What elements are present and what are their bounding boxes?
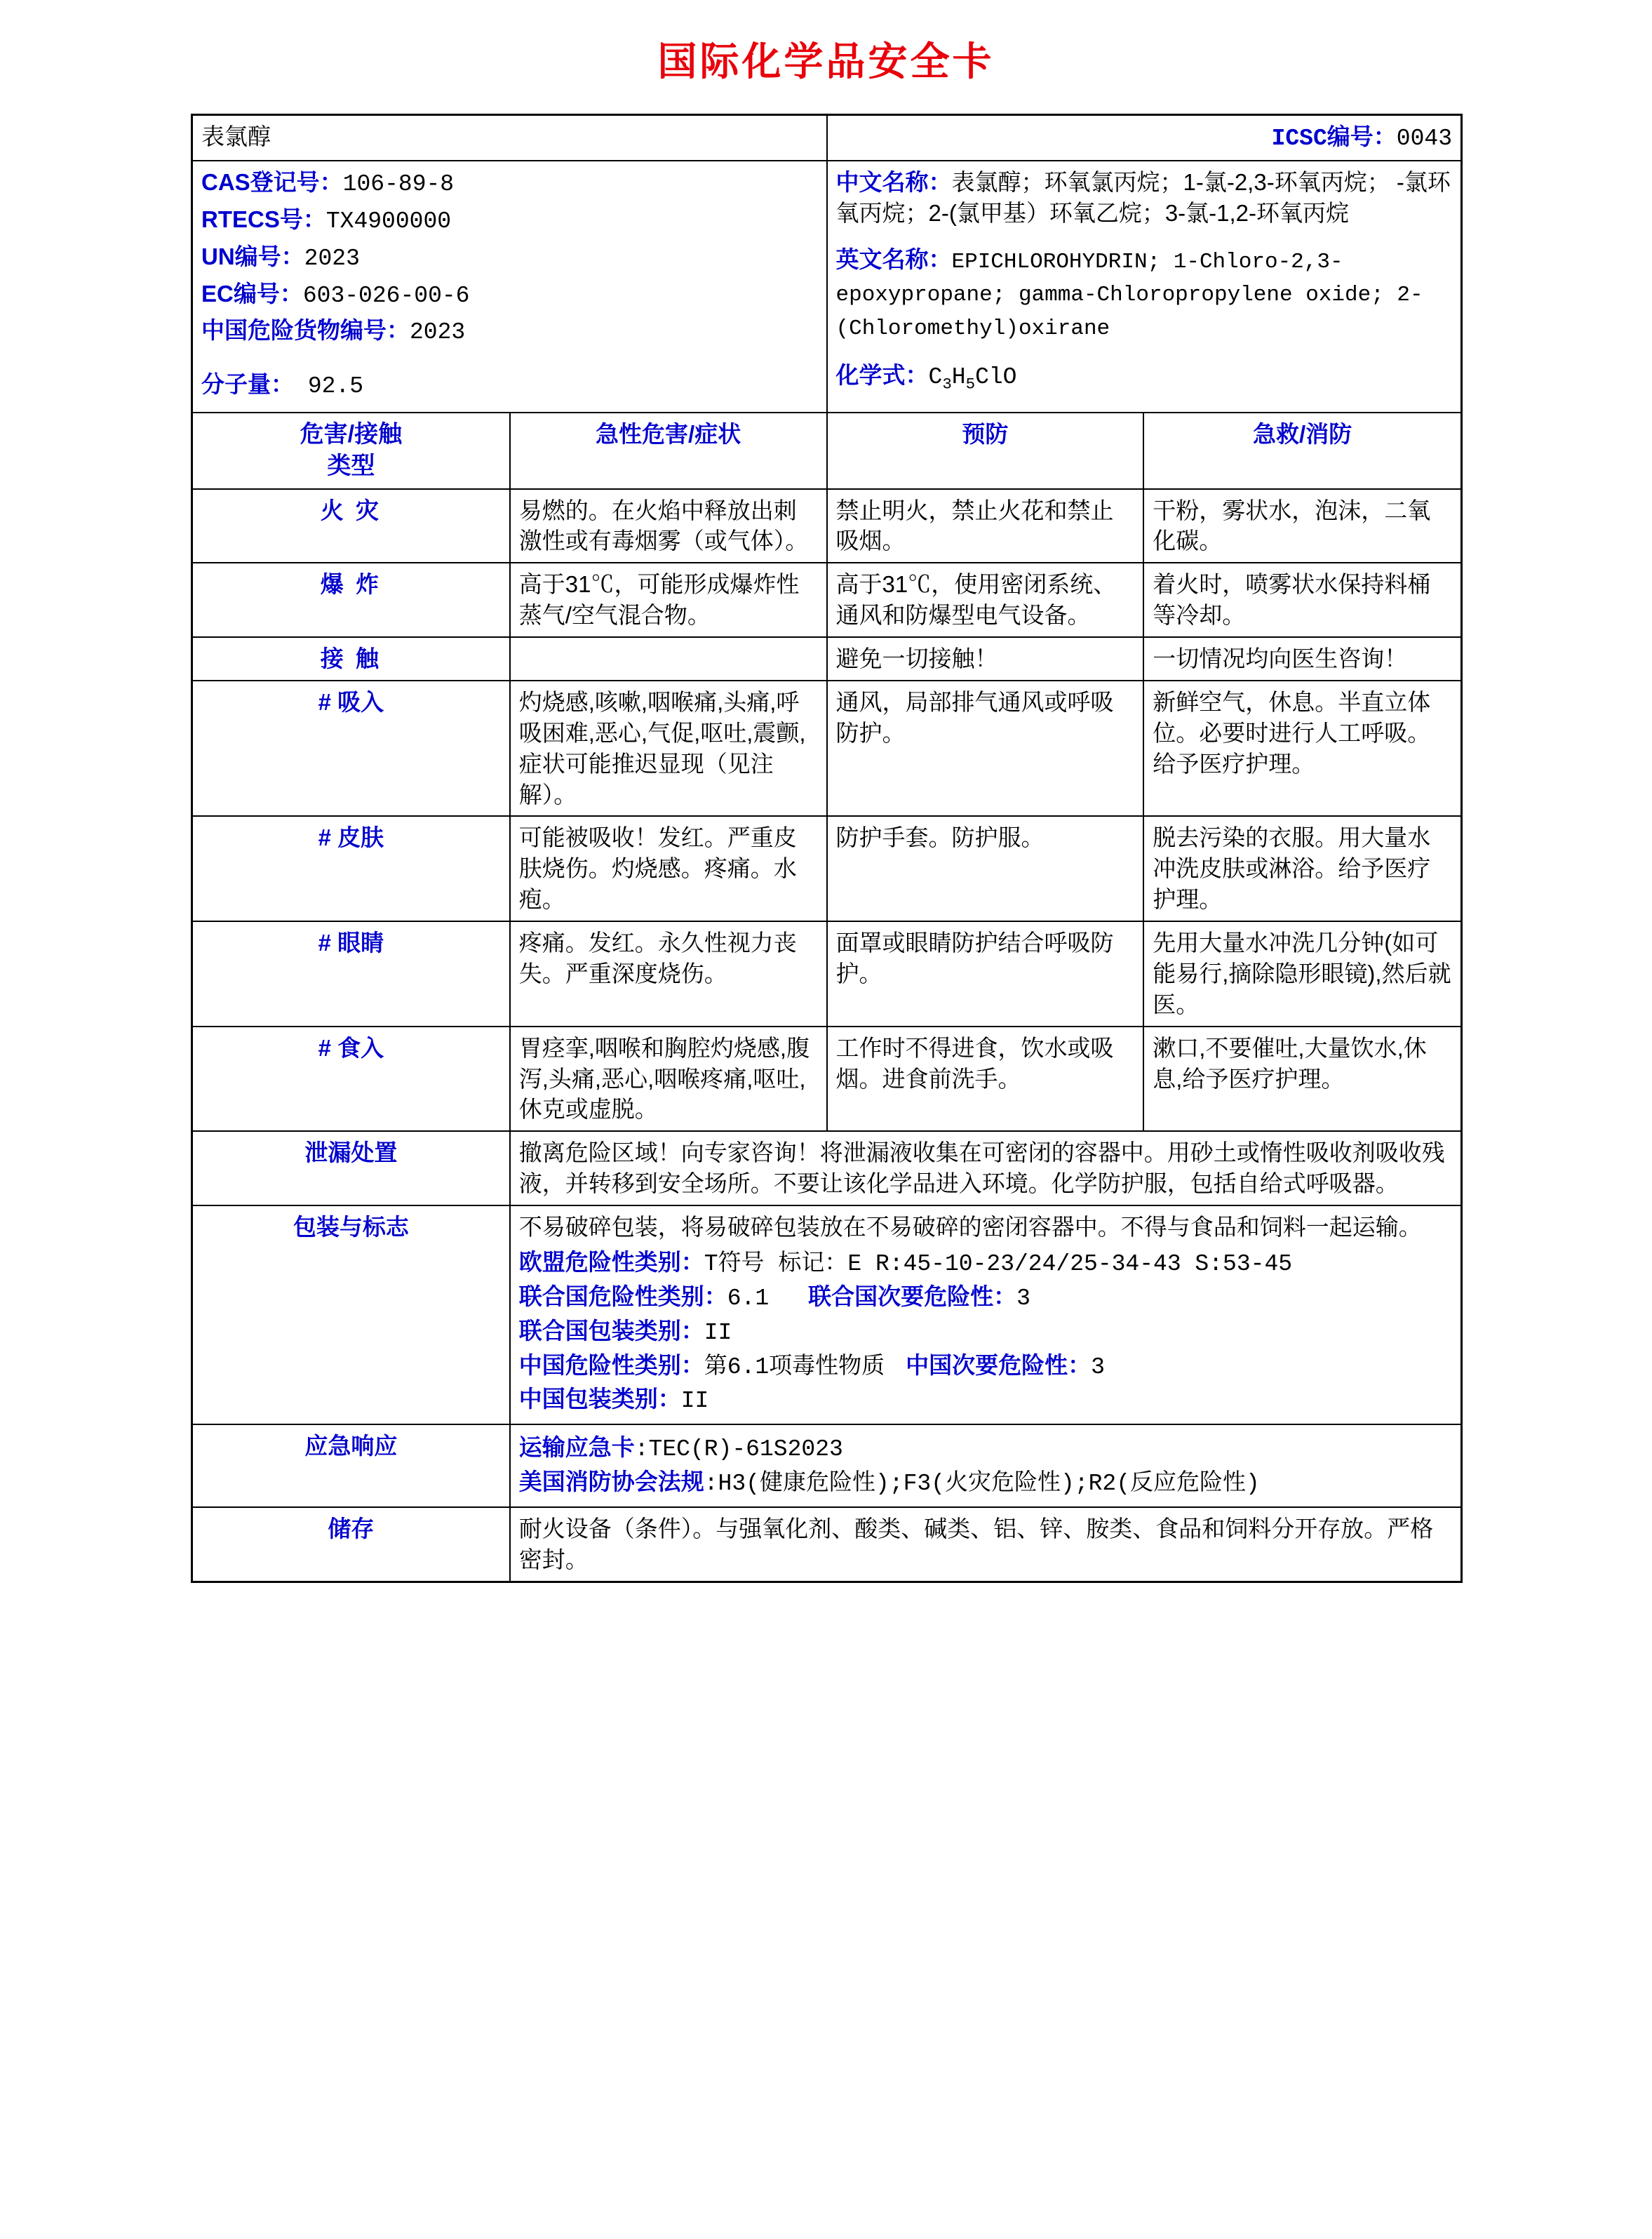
cell-skin-prevention: 防护手套。防护服。 bbox=[827, 816, 1144, 921]
identifier-cas bbox=[201, 167, 818, 200]
cell-fire-firstaid: 干粉，雾状水，泡沫，二氧化碳。 bbox=[1143, 489, 1460, 563]
cell-exposure-firstaid: 一切情况均向医生咨询！ bbox=[1143, 637, 1460, 681]
identifier-value: 2023 bbox=[410, 319, 466, 346]
identifier-value: 106-89-8 bbox=[342, 171, 455, 197]
english-names-label: 英文名称： bbox=[835, 246, 952, 272]
identifier-un bbox=[201, 241, 818, 274]
chinese-names bbox=[836, 167, 1453, 229]
molecular-weight bbox=[201, 369, 818, 402]
table-row bbox=[193, 563, 1460, 637]
cell-inhalation-prevention: 通风，局部排气通风或呼吸防护。 bbox=[827, 681, 1144, 817]
column-header-prevention: 预防 bbox=[827, 413, 1144, 488]
cell-ingestion-firstaid: 漱口,不要催吐,大量饮水,休息,给予医疗护理。 bbox=[1143, 1027, 1460, 1132]
table-row bbox=[193, 1131, 1460, 1205]
identifier-label: CAS登记号： bbox=[201, 168, 343, 195]
identifier-rtecs bbox=[201, 204, 818, 237]
page-title: 国际化学品安全卡 bbox=[657, 41, 995, 84]
card-header-row bbox=[193, 116, 1460, 161]
cell-spillage-text: 撤离危险区域！向专家咨询！将泄漏液收集在可密闭的容器中。用砂土或惰性吸收剂吸收残液，并转移到安全场所。不要让该化学品进入环境。化学防护服，包括自给式呼吸器。 bbox=[510, 1131, 1460, 1205]
safety-card-table bbox=[193, 116, 1460, 1581]
row-label-emergency-response: 应急响应 bbox=[193, 1424, 510, 1507]
table-row bbox=[193, 921, 1460, 1027]
cell-eyes-firstaid: 先用大量水冲洗几分钟(如可能易行,摘除隐形眼镜),然后就医。 bbox=[1143, 921, 1460, 1027]
cell-storage-text: 耐火设备（条件）。与强氧化剂、酸类、碱类、铝、锌、胺类、食品和饲料分开存放。严格密封。 bbox=[510, 1507, 1460, 1581]
cell-exposure-prevention: 避免一切接触！ bbox=[827, 637, 1144, 681]
packaging-china-group: 中国包装类别：II bbox=[518, 1386, 709, 1415]
packaging-un-group: 联合国包装类别：II bbox=[518, 1317, 732, 1346]
english-names bbox=[836, 244, 1453, 345]
packaging-china-class: 中国危险性类别：第6.1项毒性物质 中国次要危险性：3 bbox=[518, 1351, 1105, 1380]
identifier-value: 603-026-00-6 bbox=[302, 282, 470, 309]
cell-exposure-acute bbox=[510, 637, 827, 681]
chinese-names-value: 表氯醇；环氧氯丙烷；1-氯-2,3-环氧丙烷； -氯环氧丙烷；2-(氯甲基）环氧乙烷；3-氯-1,2-环氧丙烷 bbox=[835, 168, 1451, 226]
cell-explosion-firstaid: 着火时，喷雾状水保持料桶等冷却。 bbox=[1143, 563, 1460, 637]
identifier-ec bbox=[201, 279, 818, 312]
icsc-label: ICSC编号： bbox=[1271, 126, 1397, 152]
identifier-label: EC编号： bbox=[201, 280, 303, 307]
table-row bbox=[193, 1205, 1460, 1424]
cell-fire-acute: 易燃的。在火焰中释放出刺激性或有毒烟雾（或气体）。 bbox=[510, 489, 827, 563]
table-row bbox=[193, 637, 1460, 681]
icsc-page bbox=[0, 31, 1652, 1583]
row-label-explosion: 爆 炸 bbox=[193, 563, 510, 637]
row-label-exposure: 接 触 bbox=[193, 637, 510, 681]
cell-explosion-acute: 高于31℃，可能形成爆炸性蒸气/空气混合物。 bbox=[510, 563, 827, 637]
identifier-china-dangerous-goods bbox=[201, 315, 818, 348]
substance-name: 表氯醇 bbox=[193, 116, 827, 161]
row-label-spillage: 泄漏处置 bbox=[193, 1131, 510, 1205]
chemical-formula-label: 化学式： bbox=[835, 361, 929, 388]
table-row bbox=[193, 1507, 1460, 1581]
safety-card bbox=[191, 114, 1463, 1583]
cell-inhalation-acute: 灼烧感,咳嗽,咽喉痛,头痛,呼吸困难,恶心,气促,呕吐,震颤,症状可能推迟显现（见注解）。 bbox=[510, 681, 827, 817]
packaging-eu-class: 欧盟危险性类别：T符号 标记：E R:45-10-23/24/25-34-43 S:53-45 bbox=[518, 1248, 1293, 1277]
identifier-label: RTECS号： bbox=[201, 206, 326, 232]
table-row bbox=[193, 681, 1460, 817]
row-label-storage: 储存 bbox=[193, 1507, 510, 1581]
row-label-inhalation: # 吸入 bbox=[193, 681, 510, 817]
table-row bbox=[193, 816, 1460, 921]
cell-ingestion-prevention: 工作时不得进食，饮水或吸烟。进食前洗手。 bbox=[827, 1027, 1144, 1132]
icsc-number-cell bbox=[827, 116, 1461, 161]
packaging-intro: 不易破碎包装，将易破碎包装放在不易破碎的密闭容器中。不得与食品和饲料一起运输。 bbox=[518, 1214, 1422, 1241]
chinese-names-label: 中文名称： bbox=[835, 168, 952, 195]
row-label-skin: # 皮肤 bbox=[193, 816, 510, 921]
cell-ingestion-acute: 胃痉挛,咽喉和胸腔灼烧感,腹泻,头痛,恶心,咽喉疼痛,呕吐,休克或虚脱。 bbox=[510, 1027, 827, 1132]
table-row bbox=[193, 1027, 1460, 1132]
table-row bbox=[193, 489, 1460, 563]
english-names-value: EPICHLOROHYDRIN; 1-Chloro-2,3-epoxypropane; gamma-Chloropropylene oxide; 2-(Chloromethyl)oxirane bbox=[835, 249, 1423, 342]
column-header-row bbox=[193, 413, 1460, 488]
identifier-value: 2023 bbox=[304, 245, 360, 272]
names-block bbox=[827, 161, 1461, 413]
cell-eyes-acute: 疼痛。发红。永久性视力丧失。严重深度烧伤。 bbox=[510, 921, 827, 1027]
cell-emergency-response bbox=[510, 1424, 1460, 1507]
table-row bbox=[193, 1424, 1460, 1507]
icsc-number: 0043 bbox=[1396, 126, 1452, 152]
cell-skin-acute: 可能被吸收！发红。严重皮肤烧伤。灼烧感。疼痛。水疱。 bbox=[510, 816, 827, 921]
column-header-acute-hazard: 急性危害/症状 bbox=[510, 413, 827, 488]
row-label-fire: 火 灾 bbox=[193, 489, 510, 563]
packaging-un-class: 联合国危险性类别：6.1 联合国次要危险性：3 bbox=[518, 1283, 1030, 1311]
molecular-weight-value: 92.5 bbox=[307, 373, 364, 400]
molecular-weight-label: 分子量： bbox=[201, 371, 294, 398]
identifier-label: 中国危险货物编号： bbox=[201, 317, 410, 344]
row-label-eyes: # 眼睛 bbox=[193, 921, 510, 1027]
column-header-firstaid: 急救/消防 bbox=[1143, 413, 1460, 488]
cell-explosion-prevention: 高于31℃，使用密闭系统、通风和防爆型电气设备。 bbox=[827, 563, 1144, 637]
cell-inhalation-firstaid: 新鲜空气，休息。半直立体位。必要时进行人工呼吸。给予医疗护理。 bbox=[1143, 681, 1460, 817]
emergency-tec: 运输应急卡:TEC(R)-61S2023 bbox=[518, 1434, 843, 1463]
chemical-formula-value: $C_3H_5ClO$ bbox=[928, 363, 1017, 394]
cell-eyes-prevention: 面罩或眼睛防护结合呼吸防护。 bbox=[827, 921, 1144, 1027]
row-label-ingestion: # 食入 bbox=[193, 1027, 510, 1132]
identifier-value: TX4900000 bbox=[325, 208, 452, 234]
identifier-block bbox=[193, 161, 827, 413]
emergency-nfpa: 美国消防协会法规:H3(健康危险性);F3(火灾危险性);R2(反应危险性) bbox=[518, 1469, 1260, 1497]
chemical-formula bbox=[836, 360, 1453, 395]
identifier-row bbox=[193, 161, 1460, 413]
row-label-packaging: 包装与标志 bbox=[193, 1205, 510, 1424]
cell-skin-firstaid: 脱去污染的衣服。用大量水冲洗皮肤或淋浴。给予医疗护理。 bbox=[1143, 816, 1460, 921]
cell-packaging bbox=[510, 1205, 1460, 1424]
identifier-label: UN编号： bbox=[201, 243, 304, 269]
cell-fire-prevention: 禁止明火，禁止火花和禁止吸烟。 bbox=[827, 489, 1144, 563]
column-header-hazard-type: 危害/接触 类型 bbox=[193, 413, 510, 488]
